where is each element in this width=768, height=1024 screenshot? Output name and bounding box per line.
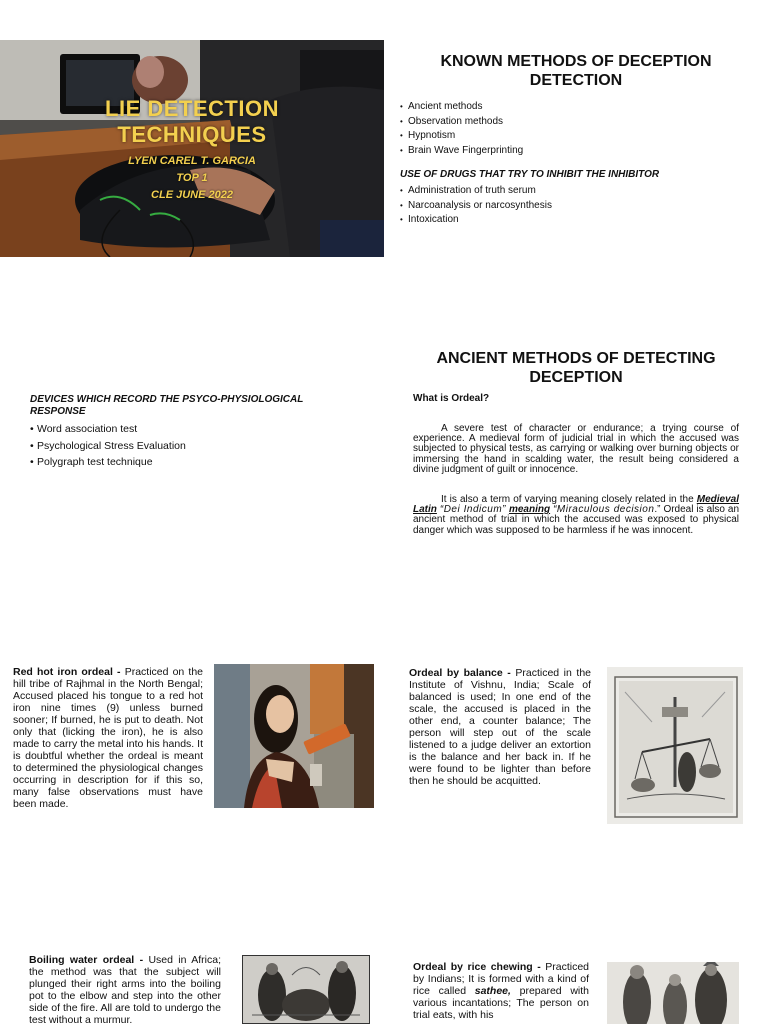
list-item: • Ancient methods [400,100,752,115]
list-item: • Word association test [30,421,360,438]
list-item: • Intoxication [400,213,752,228]
balance-scale-engraving [607,667,743,824]
list-item: • Psychological Stress Evaluation [30,438,360,455]
meaning-word: meaning [508,504,551,516]
sathee-word: sathee, [474,985,511,997]
ordeal-description: Used in Africa; the method was that the subject will plunged their right arms into the boiling pot to the elbow and step into the other side of the fire. All are told to undergo the test without a murmur. [29,954,222,1024]
devices-list [30,421,360,471]
ordeal-description: Practiced on the hill tribe of Rajhmal in the North Bengal; Accused placed his tongue to a red hot iron nine times (9) unless burned sooner; If burned, he is put to death. Not only that (licking the iron), he is also made to carry the metal into his hands. It is doubtful whether the ordeal is meant to determined the physiological changes occurring in description for if this so, many false observations must have been made. [13,666,203,810]
methods-list [400,100,752,159]
red-hot-iron-ordeal [13,666,203,810]
polygraph-photo [0,40,384,257]
medieval-woman-painting [214,664,374,808]
drugs-list [400,184,752,228]
ordeal-definition: A severe test of character or endurance; a trying course of experience. A medieval form of judicial trial in which the accused was subjected to physical tests, as carrying or walking over burning objects or immersing the hand in scalding water, the result being considered a divine judgment of guilt or innocence. [413,423,739,475]
balance-ordeal [409,667,591,787]
slide-title-line1: LIE DETECTION [105,96,279,121]
dei-indicum: “Dei Indicum” [439,504,506,516]
ordeal-description: Practiced in the Institute of Vishnu, India; Scale of balanced is used; In one end of the scale, the accused is placed in the other end, a counter balance; The person will step out of the scale listened to a judge deliver an extortion is the balance and her back in. If he were found to be lighter than before then he should be acquitted. [409,667,592,787]
author-name: LYEN CAREL T. GARCIA [128,155,256,167]
ordeal-description-cont: prepared with various incantations; The person on trial eats, with his [413,985,589,1021]
list-item: • Polygraph test technique [30,454,360,471]
devices-heading: DEVICES WHICH RECORD THE PSYCO-PHYSIOLOGICAL RESPONSE [30,394,304,417]
etymology-rest: .” Ordeal is also an ancient method of trial in which the accused was exposed to physical danger which was supposed to be harmless if he was innocent. [413,504,740,536]
drugs-heading: USE OF DRUGS THAT TRY TO INHIBIT THE INHIBITOR [400,168,660,180]
known-methods-title: KNOWN METHODS OF DECEPTION DETECTION [440,53,712,89]
list-item: • Hypnotism [400,129,752,144]
author-rank: TOP 1 [176,172,208,184]
ordeal-label: Ordeal by balance - [409,667,511,679]
title-slide [0,40,384,257]
ordeal-description: Practiced by Indians; It is formed with a kind of rice called [413,961,590,997]
ordeal-label: Boiling water ordeal - [29,954,144,966]
ordeal-label: Ordeal by rice chewing - [413,961,541,973]
ordeal-label: Red hot iron ordeal - [13,666,121,678]
ordeal-etymology [413,495,739,536]
ordeal-question: What is Ordeal? [413,393,490,404]
rice-chewing-ordeal [413,961,589,1021]
miraculous-decision: “Miraculous decision [553,504,655,516]
known-methods-slide [400,52,752,228]
boiling-water-engraving [242,955,370,1024]
list-item: • Observation methods [400,115,752,130]
list-item: • Narcoanalysis or narcosynthesis [400,199,752,214]
slide-title [0,96,384,148]
devices-slide [30,394,360,471]
list-item: • Brain Wave Fingerprinting [400,144,752,159]
ancient-methods-slide [413,349,739,556]
slide-title-line2: TECHNIQUES [117,122,267,147]
boiling-water-ordeal [29,954,221,1024]
etymology-start: It is also a term of varying meaning closely related in the [441,494,694,506]
exam-label: CLE JUNE 2022 [151,189,233,201]
medieval-latin: Medieval Latin [413,494,739,516]
list-item: • Administration of truth serum [400,184,752,199]
rice-chewing-engraving [607,962,739,1024]
ancient-methods-title: ANCIENT METHODS OF DETECTING DECEPTION [436,350,716,386]
